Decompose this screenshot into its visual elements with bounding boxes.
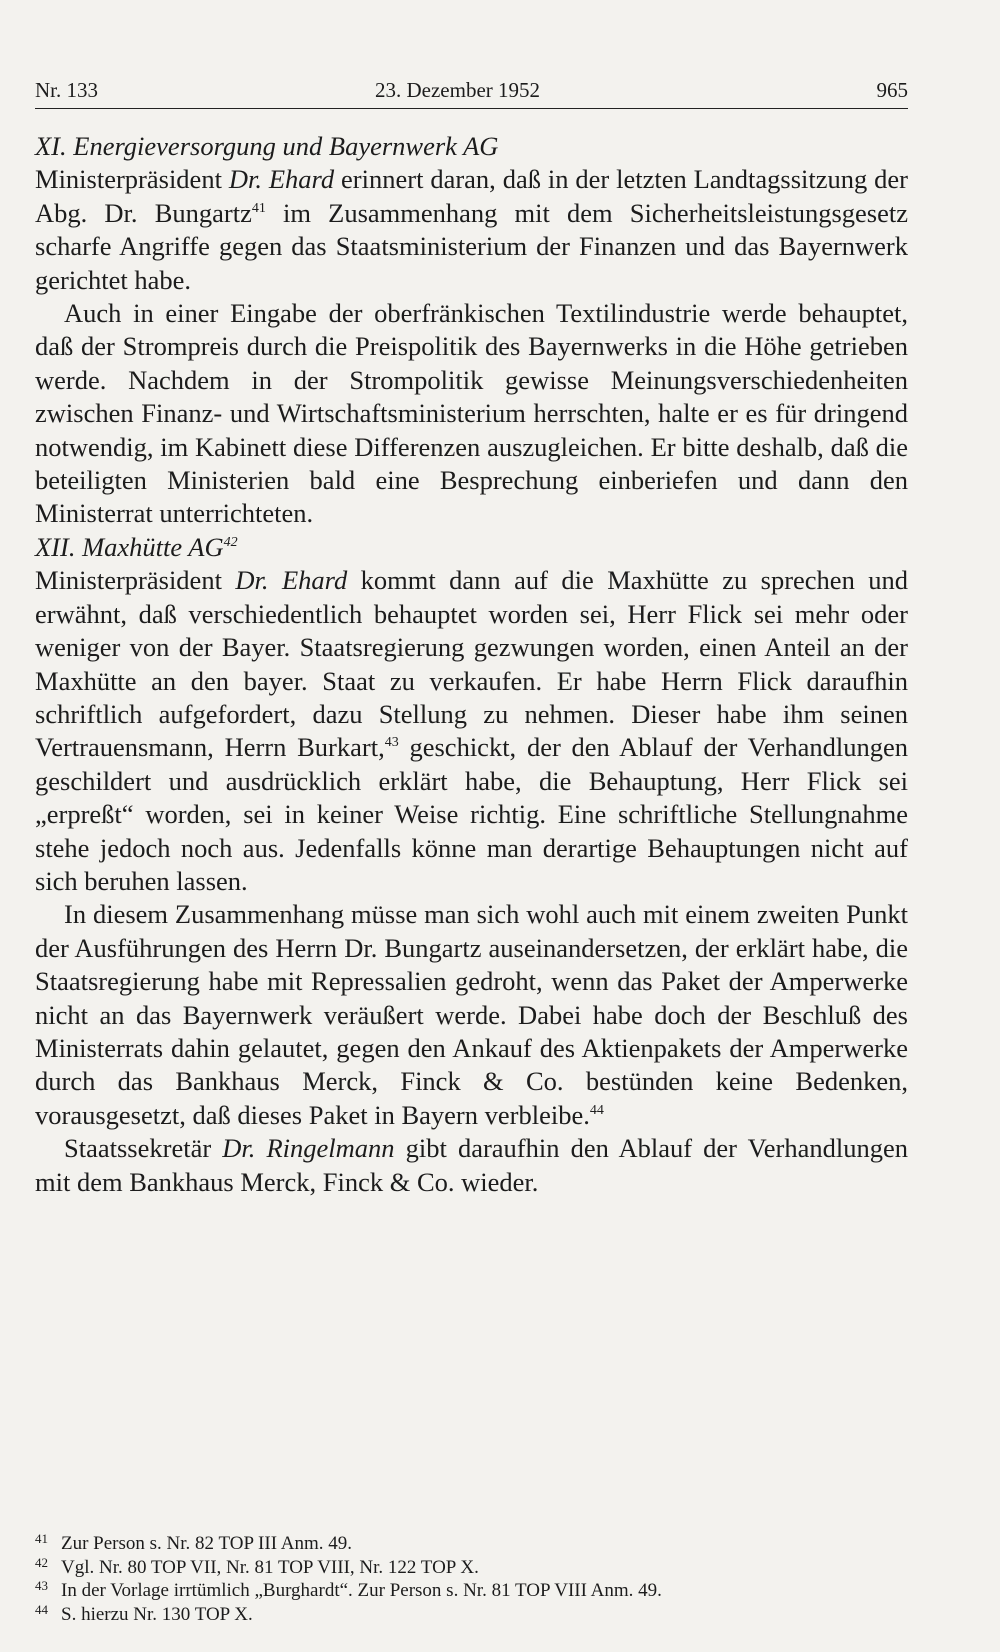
footnote-ref[interactable]: 44: [589, 1102, 604, 1118]
footnote: [35, 1579, 908, 1603]
running-header: [35, 70, 908, 109]
footnote: [35, 1556, 908, 1580]
paragraph: Ministerpräsident Dr. Ehard kommt dann auf die Maxhütte zu sprechen und erwähnt, daß verschiedentlich behauptet worden sei, Herr Flick sei mehr oder weniger von der Bayer. Staatsregierung gezwungen worden, einen Anteil an der Maxhütte an den bayer. Staat zu verkaufen. Er habe Herrn Flick daraufhin schriftlich aufgefordert, dazu Stellung zu nehmen. Dieser habe ihm seinen Vertrauensmann, Herrn Burkart,$^{43}$ geschickt, der den Ablauf der Verhandlungen geschildert und ausdrücklich erklärt habe, die Behauptung, Herr Flick sei „erpreßt“ worden, sei in keiner Weise richtig. Eine schriftliche Stellungnahme stehe jedoch noch aus. Jedenfalls könne man derartige Behauptungen nicht auf sich beruhen lassen.: [35, 565, 909, 896]
footnote-number: 43: [35, 1578, 48, 1593]
speaker-name: Dr. Ringelmann: [222, 1133, 395, 1164]
main-text: [35, 130, 908, 1199]
footnote-ref[interactable]: 43: [384, 735, 399, 751]
footnote-ref[interactable]: 41: [251, 200, 266, 216]
footnote-number: 41: [35, 1531, 48, 1546]
paragraph: Auch in einer Eingabe der oberfränkischen Textilindustrie werde behauptet, daß der Strompreis durch die Preispolitik des Bayernwerks in die Höhe getrieben werde. Nachdem in der Strompolitik gewisse Meinungsverschiedenheiten zwischen Finanz- und Wirtschaftsministerium herrschten, halte er es für dringend notwendig, im Kabinett diese Differenzen auszugleichen. Er bitte deshalb, daß die beteiligten Ministerien bald eine Besprechung einberiefen und dann den Ministerrat unterrichteten.: [35, 298, 908, 529]
section-heading-xi: XI. Energieversorgung und Bayernwerk AG: [35, 131, 499, 161]
page-number: 965: [876, 78, 908, 102]
paragraph: Ministerpräsident Dr. Ehard erinnert daran, daß in der letzten Landtagssitzung der Abg. Dr. Bungartz$^{41}$ im Zusammenhang mit dem Sicherheitsleistungsgesetz scharfe Angriffe gegen das Staatsministerium der Finanzen und das Bayernwerk gerichtet habe.: [35, 164, 909, 295]
section-heading-xii: XII. Maxhütte AG$^{42}$: [35, 531, 238, 562]
footnote-ref[interactable]: 42: [223, 534, 238, 550]
paragraph: In diesem Zusammenhang müsse man sich wohl auch mit einem zweiten Punkt der Ausführungen des Herrn Dr. Bungartz auseinandersetzen, der erklärt habe, die Staatsregierung habe mit Repressalien gedroht, wenn das Paket der Amperwerke nicht an das Bayernwerk veräußert werde. Dabei habe doch der Beschluß des Ministerrats dahin gelautet, gegen den Ankauf des Aktienpakets der Amperwerke durch das Bankhaus Merck, Finck & Co. bestünden keine Bedenken, vorausgesetzt, daß dieses Paket in Bayern verbleibe.$^{44}$: [35, 899, 908, 1130]
footnote-number: 44: [35, 1601, 48, 1617]
speaker-name: Dr. Ehard: [235, 565, 348, 596]
footnote-text: Zur Person s. Nr. 82 TOP III Anm. 49.: [61, 1533, 352, 1554]
footnote: [35, 1532, 908, 1556]
speaker-name: Dr. Ehard: [228, 164, 335, 195]
footnote-text: In der Vorlage irrtümlich „Burghardt“. Zur Person s. Nr. 81 TOP VIII Anm. 49.: [61, 1580, 662, 1601]
footnote: [35, 1603, 908, 1627]
paragraph: Staatssekretär Dr. Ringelmann gibt daraufhin den Ablauf der Verhandlungen mit dem Bankhaus Merck, Finck & Co. wieder.: [35, 1133, 908, 1197]
footnote-text: Vgl. Nr. 80 TOP VII, Nr. 81 TOP VIII, Nr. 122 TOP X.: [61, 1556, 479, 1578]
footnotes: [35, 1532, 908, 1626]
session-date: 23. Dezember 1952: [375, 78, 541, 102]
footnote-text: S. hierzu Nr. 130 TOP X.: [61, 1603, 253, 1625]
document-number: Nr. 133: [35, 78, 98, 102]
footnote-number: 42: [35, 1554, 48, 1570]
